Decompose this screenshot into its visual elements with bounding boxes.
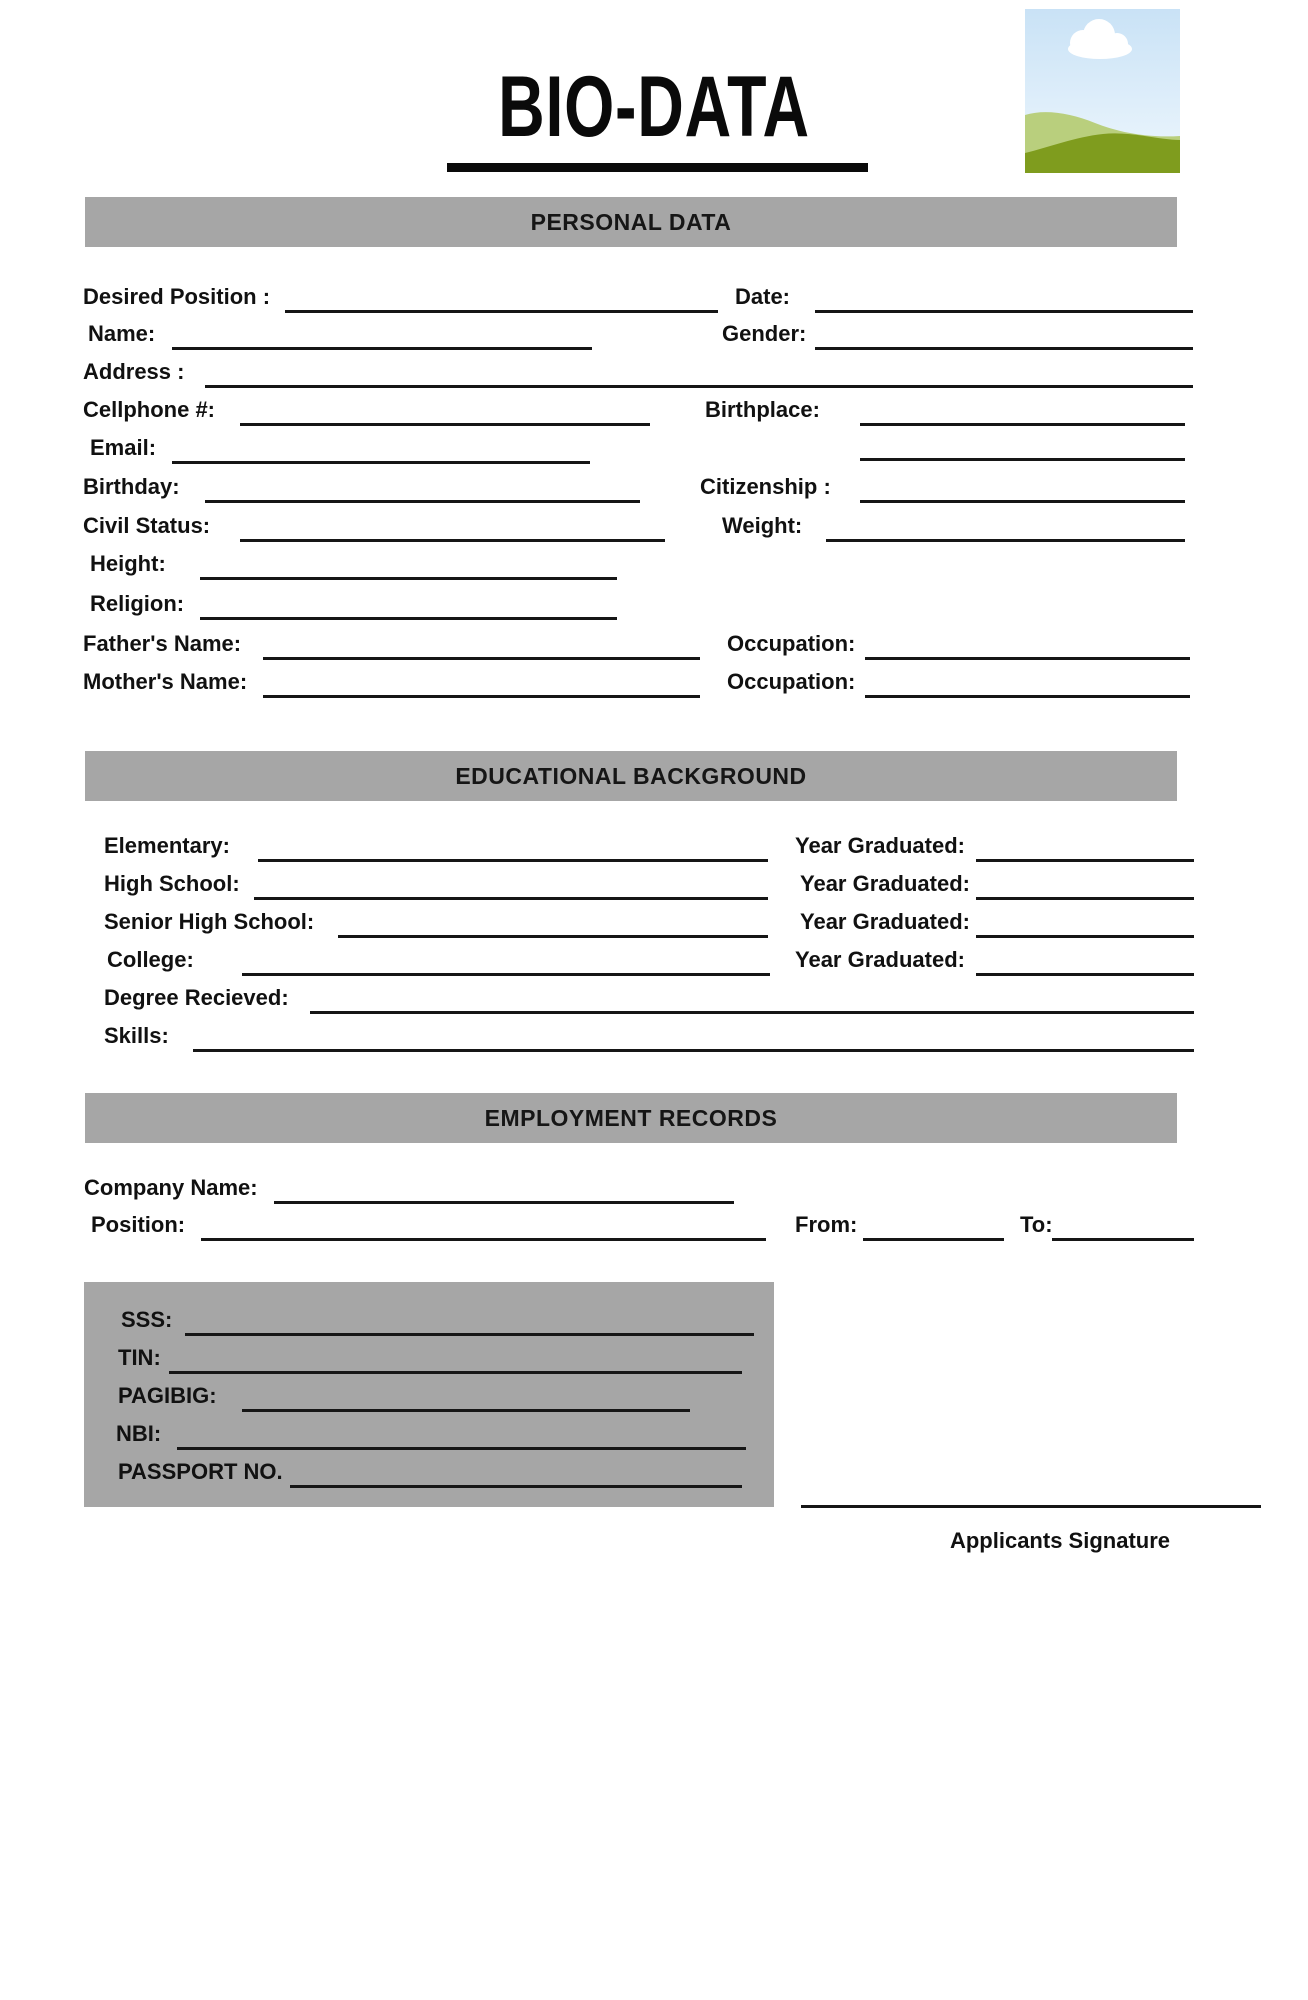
senior-high-year-graduated-line[interactable] — [976, 935, 1194, 938]
from-label: From: — [795, 1212, 858, 1237]
senior-high-year-graduated-label: Year Graduated: — [800, 909, 970, 934]
from-line[interactable] — [863, 1238, 1004, 1241]
religion-line[interactable] — [200, 617, 617, 620]
company-name-label: Company Name: — [84, 1175, 258, 1200]
college-line[interactable] — [242, 973, 770, 976]
birthday-label: Birthday: — [83, 474, 180, 499]
elementary-year-graduated-line[interactable] — [976, 859, 1194, 862]
degree-received-label: Degree Recieved: — [104, 985, 289, 1010]
section-header-personal — [85, 197, 1177, 247]
tin-label: TIN: — [118, 1345, 161, 1370]
government-ids-box — [84, 1282, 774, 1507]
gender-line[interactable] — [815, 347, 1193, 350]
sss-line[interactable] — [185, 1333, 754, 1336]
gender-label: Gender: — [722, 321, 807, 346]
company-name-line[interactable] — [274, 1201, 734, 1204]
skills-line[interactable] — [193, 1049, 1194, 1052]
tin-line[interactable] — [169, 1371, 742, 1374]
date-label: Date: — [735, 284, 791, 309]
name-label: Name: — [88, 321, 156, 346]
address-label: Address : — [83, 359, 185, 384]
sss-label: SSS: — [121, 1307, 173, 1332]
fathers-name-label: Father's Name: — [83, 631, 242, 656]
pagibig-line[interactable] — [242, 1409, 690, 1412]
landscape-placeholder-image — [1025, 9, 1180, 173]
pagibig-label: PAGIBIG: — [118, 1383, 217, 1408]
signature-line[interactable] — [801, 1505, 1261, 1508]
birthplace-line[interactable] — [860, 423, 1185, 426]
section-header-personal-label: PERSONAL DATA — [530, 208, 732, 235]
title-underline — [447, 163, 868, 172]
high-school-year-graduated-label: Year Graduated: — [800, 871, 970, 896]
address-line[interactable] — [205, 385, 1193, 388]
date-line[interactable] — [815, 310, 1193, 313]
skills-label: Skills: — [104, 1023, 169, 1048]
weight-label: Weight: — [722, 513, 803, 538]
mothers-name-label: Mother's Name: — [83, 669, 248, 694]
height-line[interactable] — [200, 577, 617, 580]
desired-position-label: Desired Position : — [83, 284, 271, 309]
religion-label: Religion: — [90, 591, 185, 616]
mothers-name-line[interactable] — [263, 695, 700, 698]
page-title: BIO-DATA — [498, 59, 810, 155]
passport-no-line[interactable] — [290, 1485, 742, 1488]
elementary-label: Elementary: — [104, 833, 230, 858]
college-year-graduated-line[interactable] — [976, 973, 1194, 976]
senior-high-school-line[interactable] — [338, 935, 768, 938]
college-label: College: — [107, 947, 194, 972]
weight-line[interactable] — [826, 539, 1185, 542]
citizenship-label: Citizenship : — [700, 474, 831, 499]
civil-status-line[interactable] — [240, 539, 665, 542]
high-school-year-graduated-line[interactable] — [976, 897, 1194, 900]
mother-occupation-label: Occupation: — [727, 669, 856, 694]
mother-occupation-line[interactable] — [865, 695, 1190, 698]
applicants-signature-label: Applicants Signature — [949, 1528, 1171, 1553]
high-school-label: High School: — [104, 871, 240, 896]
to-label: To: — [1020, 1212, 1053, 1237]
birthplace-continuation-line[interactable] — [860, 458, 1185, 461]
birthday-line[interactable] — [205, 500, 640, 503]
college-year-graduated-label: Year Graduated: — [795, 947, 965, 972]
high-school-line[interactable] — [254, 897, 768, 900]
birthplace-label: Birthplace: — [705, 397, 820, 422]
passport-no-label: PASSPORT NO. — [118, 1459, 283, 1484]
nbi-label: NBI: — [116, 1421, 162, 1446]
citizenship-line[interactable] — [860, 500, 1185, 503]
desired-position-line[interactable] — [285, 310, 718, 313]
section-header-employment — [85, 1093, 1177, 1143]
cellphone-line[interactable] — [240, 423, 650, 426]
position-line[interactable] — [201, 1238, 766, 1241]
section-header-education — [85, 751, 1177, 801]
degree-received-line[interactable] — [310, 1011, 1194, 1014]
senior-high-school-label: Senior High School: — [104, 909, 315, 934]
elementary-year-graduated-label: Year Graduated: — [795, 833, 965, 858]
to-line[interactable] — [1052, 1238, 1194, 1241]
fathers-name-line[interactable] — [263, 657, 700, 660]
position-label: Position: — [91, 1212, 186, 1237]
civil-status-label: Civil Status: — [83, 513, 211, 538]
name-line[interactable] — [172, 347, 592, 350]
email-line[interactable] — [172, 461, 590, 464]
elementary-line[interactable] — [258, 859, 768, 862]
section-header-employment-label: EMPLOYMENT RECORDS — [484, 1104, 778, 1131]
section-header-education-label: EDUCATIONAL BACKGROUND — [455, 762, 807, 789]
father-occupation-label: Occupation: — [727, 631, 856, 656]
father-occupation-line[interactable] — [865, 657, 1190, 660]
email-label: Email: — [90, 435, 157, 460]
height-label: Height: — [90, 551, 166, 576]
nbi-line[interactable] — [177, 1447, 746, 1450]
cellphone-label: Cellphone #: — [83, 397, 216, 422]
